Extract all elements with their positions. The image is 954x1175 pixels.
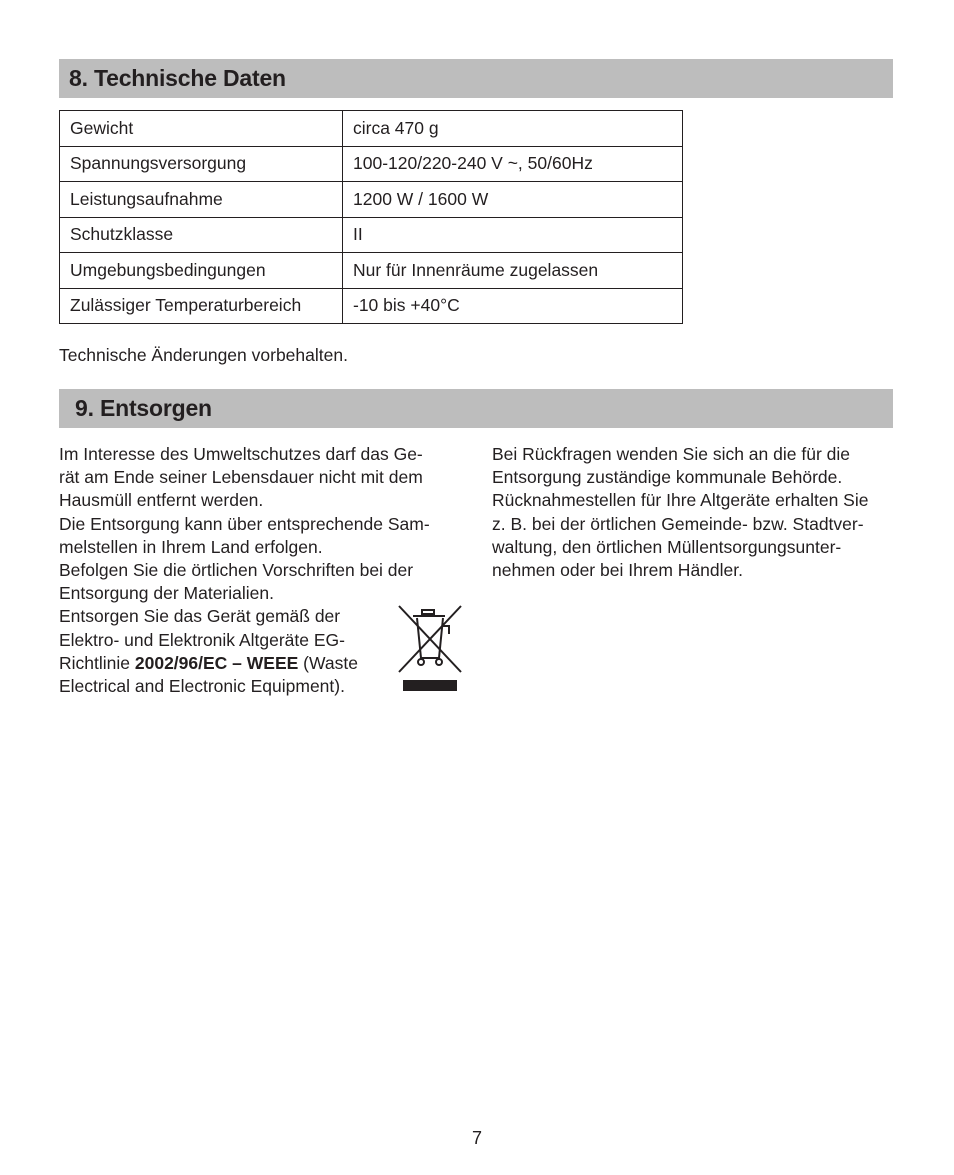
weee-crossed-out-bin-icon xyxy=(397,604,463,694)
table-row xyxy=(60,217,683,253)
weee-text-pre: Entsorgen Sie das Gerät gemäß der Elektro- und Elektronik Altgeräte EG- Richtlinie xyxy=(59,606,345,673)
spec-label: Umgebungsbedingungen xyxy=(60,253,343,289)
spec-label: Gewicht xyxy=(60,111,343,147)
spec-label: Zulässiger Temperaturbereich xyxy=(60,288,343,324)
technical-changes-note: Technische Änderungen vorbehalten. xyxy=(59,345,348,365)
section-8-title: 8. Technische Daten xyxy=(69,65,286,91)
table-row xyxy=(60,288,683,324)
disposal-paragraph-3: Befolgen Sie die örtlichen Vorschriften bei der Entsorgung der Materialien. xyxy=(59,560,414,604)
spec-label: Leistungsaufnahme xyxy=(60,182,343,218)
weee-text-post: (Waste Electrical and Electronic Equipment). xyxy=(59,652,358,697)
spec-label: Spannungsversorgung xyxy=(60,146,343,182)
disposal-paragraph-2: Die Entsorgung kann über entsprechende Sam- melstellen in Ihrem Land erfolgen. xyxy=(59,513,430,557)
disposal-contact-paragraph: Bei Rückfragen wenden Sie sich an die für die Entsorgung zuständige kommunale Behörde. Rücknahmestellen für Ihre Altgeräte erhalten Sie z. B. bei der örtlichen Gemeinde- bzw. Stadtver- waltung, den örtlichen Müllentsorgungsunter- nehmen oder bei Ihrem Händler. xyxy=(492,444,869,581)
disposal-right-column xyxy=(492,443,897,582)
spec-value: 100-120/220-240 V ~, 50/60Hz xyxy=(343,146,683,182)
spec-value: Nur für Innenräume zugelassen xyxy=(343,253,683,289)
table-row xyxy=(60,182,683,218)
section-9-header xyxy=(59,389,893,428)
technical-data-table xyxy=(59,110,683,324)
weee-directive: 2002/96/EC – WEEE xyxy=(134,652,299,673)
spec-label: Schutzklasse xyxy=(60,217,343,253)
section-9-title: 9. Entsorgen xyxy=(75,395,212,421)
table-row xyxy=(60,253,683,289)
page-number: 7 xyxy=(471,1128,482,1148)
disposal-paragraph-weee xyxy=(59,605,389,698)
section-8-header xyxy=(59,59,893,98)
spec-value: circa 470 g xyxy=(343,111,683,147)
table-row xyxy=(60,111,683,147)
spec-value: 1200 W / 1600 W xyxy=(343,182,683,218)
spec-value: -10 bis +40°C xyxy=(343,288,683,324)
disposal-paragraph-1: Im Interesse des Umweltschutzes darf das Ge- rät am Ende seiner Lebensdauer nicht mit dem Hausmüll entfernt werden. xyxy=(59,444,423,511)
spec-value: II xyxy=(343,217,683,253)
table-row xyxy=(60,146,683,182)
